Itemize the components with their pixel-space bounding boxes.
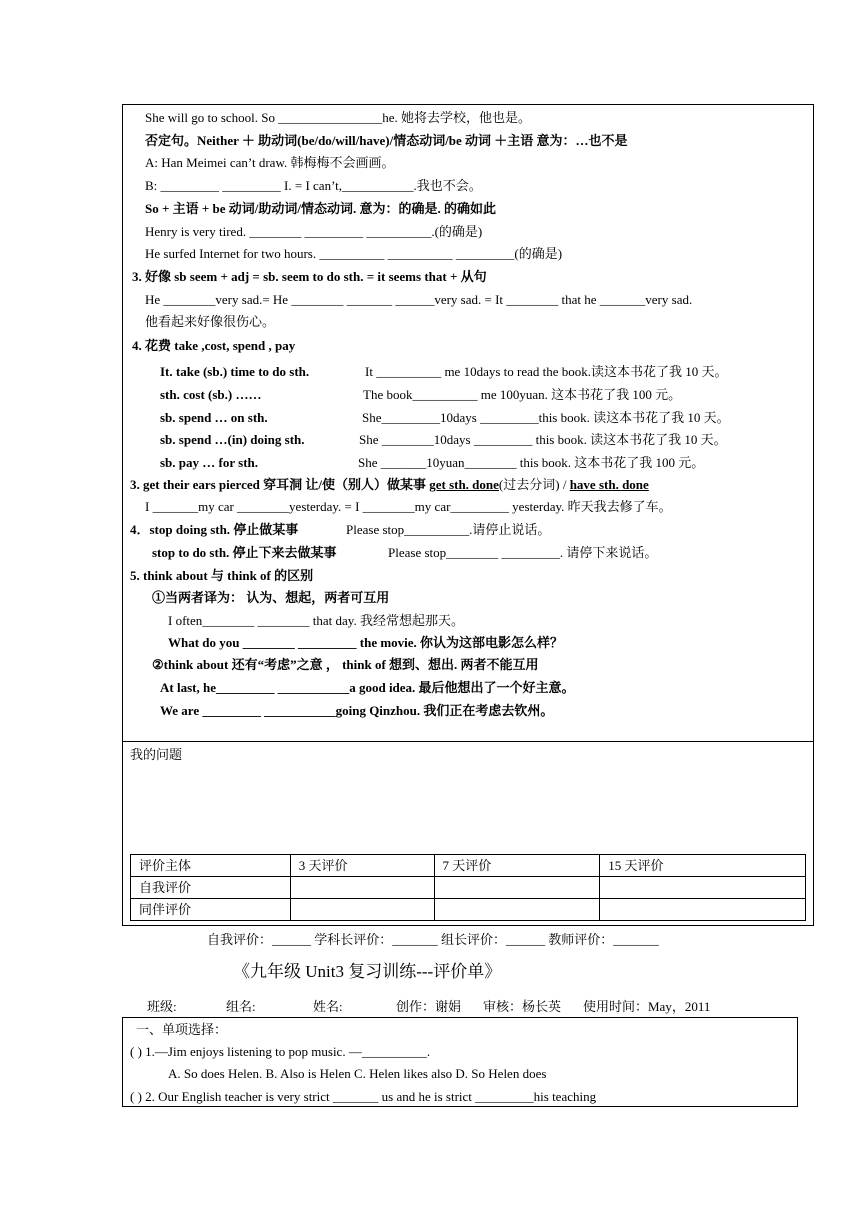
example-spend-doing: She ________10days _________ this book. 读这本书花了我 10 天。 — [359, 432, 727, 447]
example-spend-on: She_________10days _________this book. 读这本书花了我 10 天。 — [362, 410, 730, 425]
rule-take: It. take (sb.) time to do sth. — [160, 364, 310, 379]
quiz-question-1: ( ) 1.—Jim enjoys listening to pop music. —__________. — [130, 1044, 431, 1059]
rule-pay: sb. pay … for sth. — [160, 455, 259, 470]
line-what-do-you: What do you ________ _________ the movie. 你认为这部电影怎么样？ — [168, 635, 564, 650]
line-he-sad: He ________very sad.= He ________ _______ ______very sad. = It ________ that he _______very sad. — [145, 292, 693, 307]
rule-cost: sth. cost (sb.) …… — [160, 387, 262, 402]
line-think-heading: 5. think about 与 think of 的区别 — [130, 568, 314, 583]
line-at-last: At last, he_________ ___________a good idea. 最后他想出了一个好主意。 — [160, 680, 575, 695]
line-he-sad-cn: 他看起来好像很伤心。 — [145, 314, 276, 329]
example-stop-to-do: Please stop________ _________. 请停下来说话。 — [388, 545, 658, 560]
example-stop-doing: Please stop__________.请停止说话。 — [346, 522, 551, 537]
line-surfed: He surfed Internet for two hours. __________ __________ _________(的确是) — [145, 246, 563, 261]
rule-spend-doing: sb. spend …(in) doing sth. — [160, 432, 305, 447]
sheet-title: 《九年级 Unit3 复习训练---评价单》 — [233, 962, 502, 981]
info-group: 组名: — [226, 999, 256, 1014]
line-my-car: I _______my car ________yesterday. = I ________my car_________ yesterday. 昨天我去修了车。 — [145, 499, 672, 514]
my-questions-label: 我的问题 — [130, 747, 183, 762]
quiz-section-title: 一、单项选择： — [136, 1022, 228, 1037]
quiz-question-1-options: A. So does Helen. B. Also is Helen C. Helen likes also D. So Helen does — [168, 1066, 547, 1081]
example-pay: She _______10yuan________ this book. 这本书花了我 100 元。 — [358, 455, 705, 470]
line-i-often: I often________ ________ that day. 我经常想起那天。 — [168, 613, 464, 628]
header-3-days: 3 天评价 — [290, 855, 434, 877]
line-spend-heading: 4. 花费 take ,cost, spend , pay — [132, 338, 296, 353]
info-reviewer: 审核：杨长英 — [483, 999, 562, 1014]
evaluation-table — [130, 854, 806, 921]
line-seem-rule: 3. 好像 sb seem + adj = sb. seem to do sth. = it seems that + 从句 — [132, 269, 487, 284]
row-peer-label: 同伴评价 — [131, 899, 291, 921]
cell[interactable] — [290, 877, 434, 899]
rule-spend-on: sb. spend … on sth. — [160, 410, 268, 425]
evaluation-header-row — [131, 855, 806, 877]
rule-stop-doing: 4．stop doing sth. 停止做某事 — [130, 522, 299, 537]
have-sth-done: have sth. done — [569, 477, 649, 492]
info-name: 姓名: — [313, 999, 343, 1014]
header-7-days: 7 天评价 — [434, 855, 600, 877]
header-15-days: 15 天评价 — [600, 855, 806, 877]
line-henry: Henry is very tired. ________ _________ __________.(的确是) — [145, 224, 483, 239]
example-cost: The book__________ me 100yuan. 这本书花了我 100 元。 — [363, 387, 682, 402]
rule-stop-to-do: stop to do sth. 停止下来去做某事 — [152, 545, 337, 560]
past-participle-note: (过去分词) / — [498, 477, 570, 492]
row-self-label: 自我评价 — [131, 877, 291, 899]
cell[interactable] — [600, 877, 806, 899]
quiz-question-2: ( ) 2. Our English teacher is very strict _______ us and he is strict _________his teaching — [130, 1089, 597, 1104]
example-take: It __________ me 10days to read the book.读这本书花了我 10 天。 — [365, 364, 728, 379]
line-b-answer: B: _________ _________ I. = I can’t,___________.我也不会。 — [145, 178, 482, 193]
line-think-different: ②think about 还有“考虑”之意 ， think of 想到、想出. 两者不能互用 — [152, 657, 539, 672]
cell[interactable] — [290, 899, 434, 921]
info-class: 班级: — [147, 999, 177, 1014]
cell[interactable] — [600, 899, 806, 921]
line-han-meimei: A: Han Meimei can’t draw. 韩梅梅不会画画。 — [145, 155, 395, 170]
divider-line — [122, 741, 814, 742]
get-sth-done: get sth. done — [429, 477, 499, 492]
cell[interactable] — [434, 899, 600, 921]
line-we-are: We are _________ ___________going Qinzhou. 我们正在考虑去钦州。 — [160, 703, 554, 718]
info-time: 使用时间：May，2011 — [583, 999, 711, 1014]
line-neither-rule: 否定句。Neither ＋ 助动词(be/do/will/have)/情态动词/be 动词 ＋主语 意为：…也不是 — [145, 133, 628, 148]
line-so-rule: So + 主语 + be 动词/助动词/情态动词. 意为：的确是. 的确如此 — [145, 201, 497, 216]
footer-evaluation: 自我评价：______ 学科长评价：_______ 组长评价：______ 教师评价：_______ — [207, 932, 659, 947]
get-done-rule: 3. get their ears pierced 穿耳洞 让/使（别人）做某事 — [130, 477, 430, 492]
info-creator: 创作：谢娟 — [396, 999, 462, 1014]
line-think-same: ①当两者译为： 认为、想起，两者可互用 — [152, 590, 390, 605]
line-get-done — [130, 477, 649, 493]
cell[interactable] — [434, 877, 600, 899]
evaluation-row-peer — [131, 899, 806, 921]
evaluation-row-self — [131, 877, 806, 899]
header-subject: 评价主体 — [131, 855, 291, 877]
line-so-will: She will go to school. So ________________he. 她将去学校，他也是。 — [145, 110, 532, 125]
